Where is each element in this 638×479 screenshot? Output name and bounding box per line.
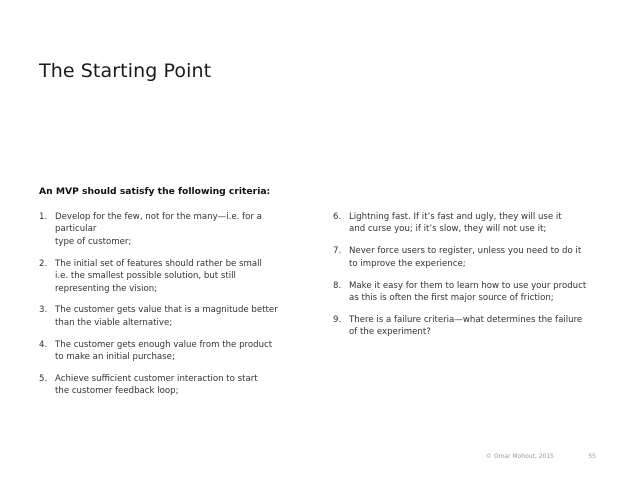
criteria-number: 2. (39, 258, 48, 269)
criteria-text: Develop for the few, not for the many—i.e. for a particular type of customer; (55, 212, 262, 247)
criteria-item-4 (39, 339, 304, 364)
slide-title: The Starting Point (39, 60, 212, 82)
criteria-item-8 (333, 280, 613, 305)
criteria-text: The customer gets value that is a magnitude better than the viable alternative; (55, 305, 278, 328)
page-number: 55 (588, 453, 596, 460)
criteria-heading: An MVP should satisfy the following criteria: (39, 186, 271, 197)
criteria-number: 3. (39, 305, 48, 316)
criteria-item-3 (39, 304, 304, 329)
criteria-text: Make it easy for them to learn how to use your product as this is often the first major source of friction; (349, 280, 587, 304)
criteria-text: Achieve sufficient customer interaction to start the customer feedback loop; (55, 374, 258, 397)
criteria-number: 1. (39, 212, 48, 222)
criteria-list-left (39, 211, 304, 407)
footer-copyright: © Omar Mohout, 2015 (485, 453, 554, 460)
criteria-text: The initial set of features should rather be small i.e. the smallest possible solution, but still representing the vision; (55, 258, 262, 294)
criteria-number: 5. (39, 374, 48, 385)
criteria-item-2 (39, 258, 304, 295)
criteria-number: 4. (39, 339, 48, 350)
criteria-number: 9. (333, 314, 342, 325)
criteria-item-7 (333, 245, 613, 270)
criteria-number: 7. (333, 246, 342, 257)
criteria-text: Lightning fast. If it’s fast and ugly, they will use it and curse you; if it’s slow, they will not use it; (349, 212, 562, 235)
criteria-item-9 (333, 314, 613, 339)
criteria-item-1 (39, 211, 304, 248)
criteria-text: The customer gets enough value from the product to make an initial purchase; (55, 339, 273, 363)
criteria-number: 6. (333, 212, 342, 222)
criteria-number: 8. (333, 280, 342, 291)
criteria-text: Never force users to register, unless you need to do it to improve the experience; (349, 246, 582, 269)
criteria-text: There is a failure criteria—what determines the failure of the experiment? (349, 314, 583, 338)
criteria-item-6 (333, 211, 613, 236)
criteria-item-5 (39, 373, 304, 398)
criteria-list-right (333, 211, 613, 348)
